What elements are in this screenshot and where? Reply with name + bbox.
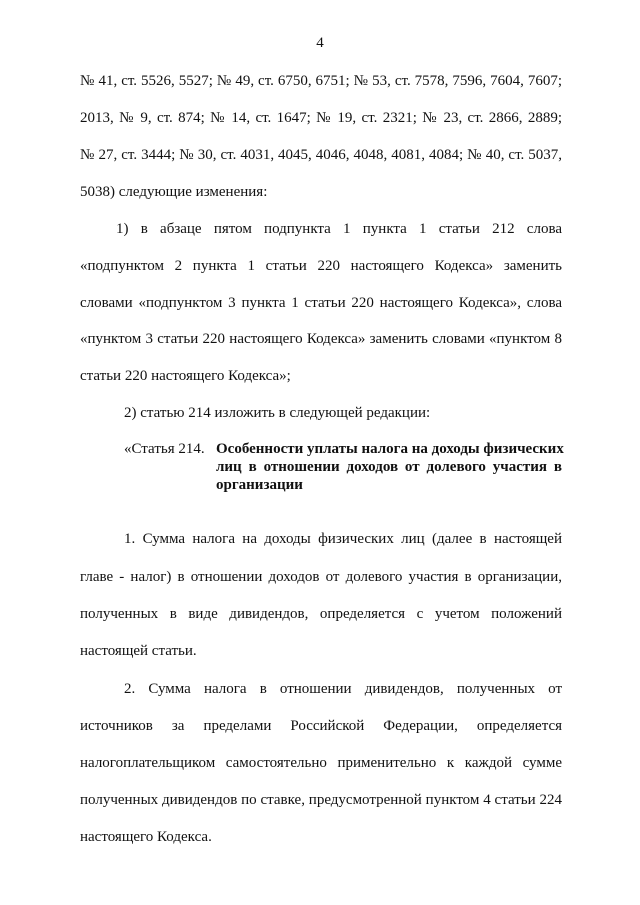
item2-line: 2) статью 214 изложить в следующей редакции: [124,405,431,421]
para1-line-4: настоящей статьи. [80,643,197,659]
para2-line-2: источников за пределами Российской Федерации, определяется [80,718,562,734]
item1-line-5: статьи 220 настоящего Кодекса»; [80,368,291,384]
page-number: 4 [316,35,324,51]
item1-line-4: «пунктом 3 статьи 220 настоящего Кодекса» заменить словами «пунктом 8 [80,331,562,347]
para2-line-3: налогоплательщиком самостоятельно применительно к каждой сумме [80,755,562,771]
intro-line-1: № 41, ст. 5526, 5527; № 49, ст. 6750, 6751; № 53, ст. 7578, 7596, 7604, 7607; [80,73,562,89]
article-title-line-3: организации [216,477,303,493]
intro-line-3: № 27, ст. 3444; № 30, ст. 4031, 4045, 4046, 4048, 4081, 4084; № 40, ст. 5037, [80,147,562,163]
item1-line-3: словами «подпунктом 3 пункта 1 статьи 220 настоящего Кодекса», слова [80,295,562,311]
para1-line-3: полученных в виде дивидендов, определяется с учетом положений [80,606,562,622]
article-label: «Статья 214. [124,441,205,457]
article-title-line-1: Особенности уплаты налога на доходы физических [216,441,564,457]
item1-line-2: «подпунктом 2 пункта 1 статьи 220 настоящего Кодекса» заменить [80,258,562,274]
para2-line-4: полученных дивидендов по ставке, предусмотренной пунктом 4 статьи 224 [80,792,562,808]
para2-line-5: настоящего Кодекса. [80,829,212,845]
para1-line-1: 1. Сумма налога на доходы физических лиц (далее в настоящей [124,531,562,547]
item1-line-1: 1) в абзаце пятом подпункта 1 пункта 1 статьи 212 слова [116,221,562,237]
intro-line-2: 2013, № 9, ст. 874; № 14, ст. 1647; № 19, ст. 2321; № 23, ст. 2866, 2889; [80,110,562,126]
intro-line-4: 5038) следующие изменения: [80,184,268,200]
para1-line-2: главе - налог) в отношении доходов от долевого участия в организации, [80,569,562,585]
article-title-line-2: лиц в отношении доходов от долевого участия в [216,459,562,475]
para2-line-1: 2. Сумма налога в отношении дивидендов, полученных от [124,681,562,697]
